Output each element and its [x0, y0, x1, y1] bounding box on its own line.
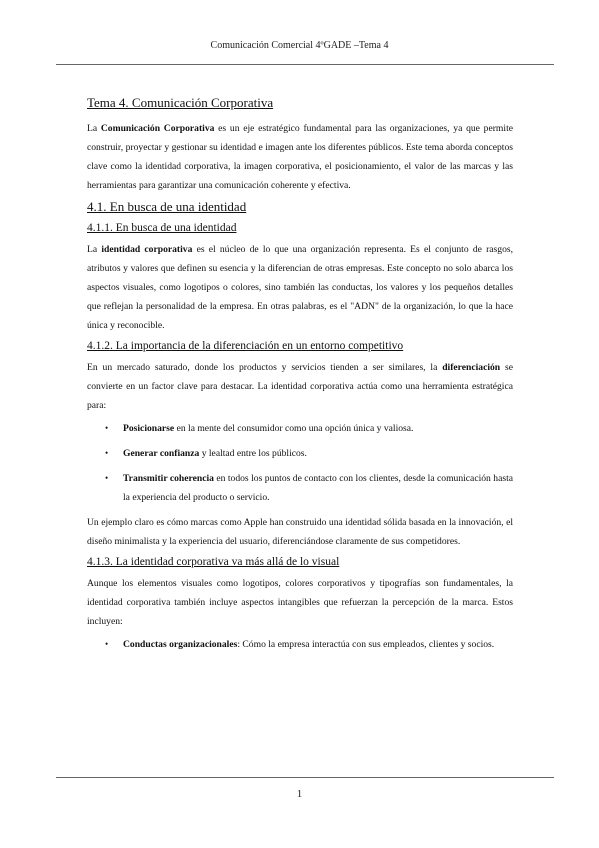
bullet-icon: • — [105, 473, 109, 483]
section-4-1-1-paragraph — [87, 240, 513, 335]
list-item-bold: Conductas organizacionales — [123, 639, 238, 650]
section-4-1-2-heading: 4.1.2. La importancia de la diferenciación en un entorno competitivo — [87, 340, 404, 352]
section-4-1-2-closing: Un ejemplo claro es cómo marcas como Apple han construido una identidad sólida basada en la innovación, el diseño minimalista y la experiencia del usuario, diferenciándose claramente de sus competidores. — [87, 517, 513, 547]
bullet-icon: • — [105, 448, 109, 458]
intro-text-pre: La — [87, 123, 101, 134]
section-4-1-2-paragraph — [87, 358, 513, 415]
document-title: Tema 4. Comunicación Corporativa — [87, 95, 274, 110]
s411-text-pre: La — [87, 244, 102, 255]
page-number: 1 — [296, 788, 303, 800]
section-4-1-3-paragraph: Aunque los elementos visuales como logotipos, colores corporativos y tipografías son fundamentales, la identidad corporativa también incluye aspectos intangibles que refuerzan la percepción de la marca. Estos incluyen: — [87, 578, 513, 627]
s411-text-bold: identidad corporativa — [101, 244, 193, 255]
s412-text-bold: diferenciación — [442, 362, 501, 373]
list-item-text: : Cómo la empresa interactúa con sus empleados, clientes y socios. — [237, 639, 495, 650]
s412-text-post: se convierte en un factor clave para destacar. La identidad corporativa actúa como una herramienta estratégica para: — [87, 362, 513, 411]
list-item — [105, 635, 513, 654]
intro-text-bold: Comunicación Corporativa — [100, 123, 215, 134]
page-header: Comunicación Comercial 4ºGADE –Tema 4 — [210, 40, 389, 51]
section-4-1-3-bullet-list — [87, 635, 513, 654]
section-4-1-2-bullet-list — [87, 419, 513, 507]
header-divider — [56, 64, 554, 65]
footer-divider — [56, 777, 554, 778]
intro-text-post: es un eje estratégico fundamental para las organizaciones, ya que permite construir, proyectar y gestionar su identidad e imagen ante los diferentes públicos. Este tema aborda conceptos clave como la identidad corporativa, la imagen corporativa, el posicionamiento, el valor de las marcas y las herramientas para garantizar una comunicación coherente y efectiva. — [87, 123, 513, 191]
list-item-text: en todos los puntos de contacto con los clientes, desde la comunicación hasta la experiencia del producto o servicio. — [123, 473, 513, 503]
list-item — [105, 469, 513, 507]
list-item-bold: Transmitir coherencia — [123, 473, 214, 484]
list-item-bold: Posicionarse — [123, 423, 175, 434]
list-item-text: y lealtad entre los públicos. — [199, 448, 307, 459]
section-4-1-heading: 4.1. En busca de una identidad — [87, 199, 247, 214]
bullet-icon: • — [105, 639, 109, 649]
section-4-1-3-heading: 4.1.3. La identidad corporativa va más allá de lo visual — [87, 556, 340, 568]
intro-paragraph — [87, 119, 513, 195]
bullet-icon: • — [105, 423, 109, 433]
s411-text-post: es el núcleo de lo que una organización representa. Es el conjunto de rasgos, atributos y valores que definen su esencia y la diferencian de otras empresas. Este concepto no solo abarca los aspectos visuales, como logotipos o colores, sino también las conductas, los valores y los pequeños detalles que reflejan la personalidad de la empresa. En otras palabras, es el "ADN" de la organización, lo que la hace única y reconocible. — [87, 244, 513, 331]
document-body — [87, 88, 513, 660]
list-item — [105, 444, 513, 463]
list-item — [105, 419, 513, 438]
list-item-text: en la mente del consumidor como una opción única y valiosa. — [174, 423, 414, 434]
section-4-1-1-heading: 4.1.1. En busca de una identidad — [87, 222, 237, 234]
list-item-bold: Generar confianza — [123, 448, 200, 459]
s412-text-pre: En un mercado saturado, donde los productos y servicios tienden a ser similares, la — [87, 362, 443, 373]
